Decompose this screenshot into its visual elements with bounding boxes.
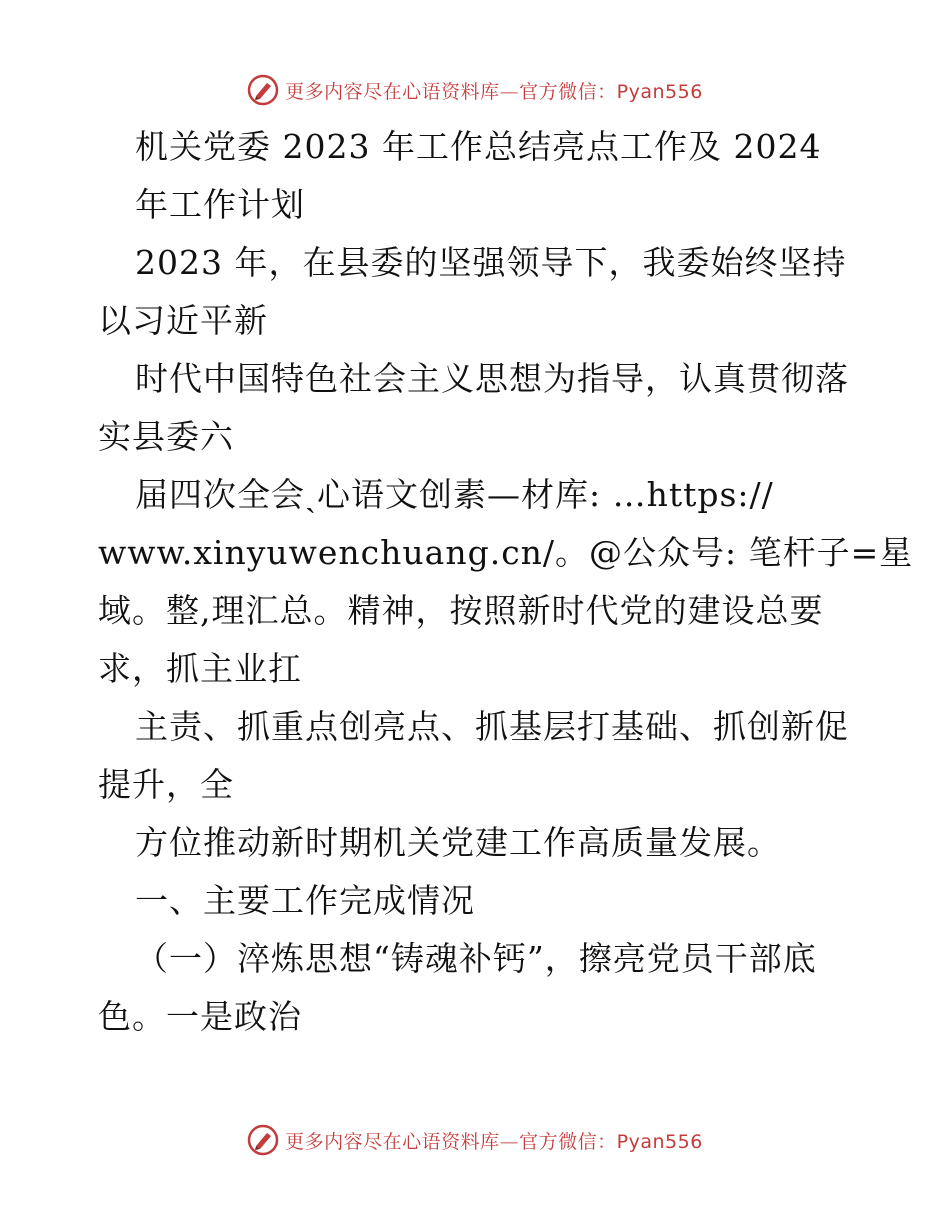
watermark-text: 更多内容尽在心语资料库—官方微信：Pyan556 bbox=[285, 80, 703, 103]
document-line: 方位推动新时期机关党建工作高质量发展。 bbox=[135, 823, 781, 862]
document-line: 主责、抓重点创亮点、抓基层打基础、抓创新促 bbox=[135, 707, 849, 746]
document-line: 提升，全 bbox=[98, 765, 234, 804]
footer-watermark bbox=[0, 1120, 950, 1160]
pen-logo-icon bbox=[247, 74, 279, 106]
document-body bbox=[98, 118, 914, 1046]
document-line: 域。整,理汇总。精神，按照新时代党的建设总要 bbox=[98, 591, 824, 630]
header-watermark bbox=[0, 70, 950, 110]
document-line: （一）淬炼思想“铸魂补钙”，擦亮党员干部底 bbox=[135, 939, 817, 978]
watermark-banner bbox=[247, 1124, 703, 1156]
document-line: 届四次全会ˎ心语文创素—材库: …https:// bbox=[135, 475, 774, 514]
document-line: 时代中国特色社会主义思想为指导，认真贯彻落 bbox=[135, 359, 849, 398]
document-line: 实县委六 bbox=[98, 417, 234, 456]
document-line: www.xinyuwenchuang.cn/。@公众号: 笔杆子=星 bbox=[98, 533, 914, 572]
pen-logo-icon bbox=[247, 1124, 279, 1156]
watermark-text: 更多内容尽在心语资料库—官方微信：Pyan556 bbox=[285, 1130, 703, 1153]
document-line: 求，抓主业扛 bbox=[98, 649, 302, 688]
document-line: 年工作计划 bbox=[135, 185, 305, 224]
document-line: 2023 年，在县委的坚强领导下，我委始终坚持 bbox=[135, 243, 847, 282]
document-line: 机关党委 2023 年工作总结亮点工作及 2024 bbox=[135, 127, 822, 166]
document-line: 以习近平新 bbox=[98, 301, 268, 340]
watermark-banner bbox=[247, 74, 703, 106]
document-line: 色。一是政治 bbox=[98, 997, 302, 1036]
document-line: 一、主要工作完成情况 bbox=[135, 881, 475, 920]
